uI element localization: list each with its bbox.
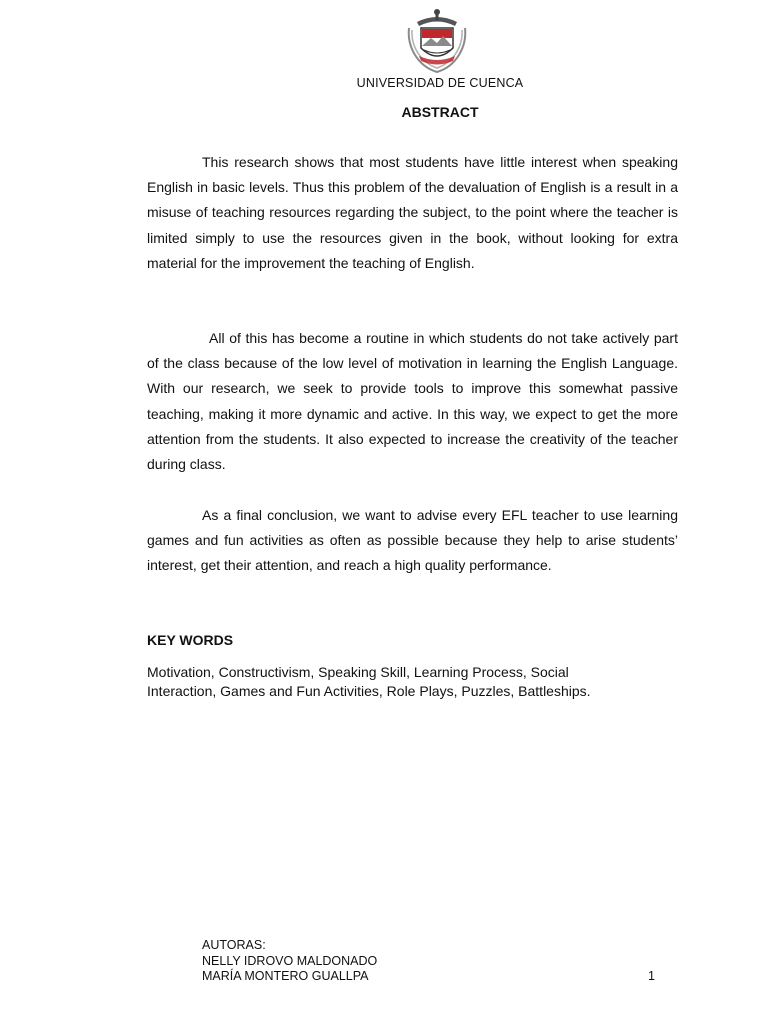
author-name: MARÍA MONTERO GUALLPA [202,969,369,983]
authors-block [202,938,377,985]
abstract-title: ABSTRACT [401,104,479,120]
keywords-title: KEY WORDS [147,632,234,648]
page-number: 1 [648,969,655,983]
university-name: UNIVERSIDAD DE CUENCA [356,76,524,90]
author-name: NELLY IDROVO MALDONADO [202,953,378,968]
abstract-paragraph-2: All of this has become a routine in which students do not take actively part of the class because of the low level of motivation in learning the English Language. With our research, we seek to provide tools to improve this somewhat passive teaching, making it more dynamic and active. In this way, we expect to get the more attention from the students. It also expected to increase the creativity of the teacher during class. [147,330,678,473]
authors-label: AUTORAS: [202,938,266,952]
university-seal-icon [403,6,471,76]
abstract-paragraph-3: As a final conclusion, we want to advise every EFL teacher to use learning games and fun activities as often as possible because they help to arise students’ interest, get their attention, and reach a high quality performance. [147,507,678,574]
abstract-paragraph-1: This research shows that most students have little interest when speaking English in basic levels. Thus this problem of the devaluation of English is a result in a misuse of teaching resources regarding the subject, to the point where the teacher is limited simply to use the resources given in the book, without looking for extra material for the improvement the teaching of English. [147,154,678,271]
keywords-text: Motivation, Constructivism, Speaking Skill, Learning Process, Social Interaction, Games and Fun Activities, Role Plays, Puzzles, Battleships. [147,664,591,699]
